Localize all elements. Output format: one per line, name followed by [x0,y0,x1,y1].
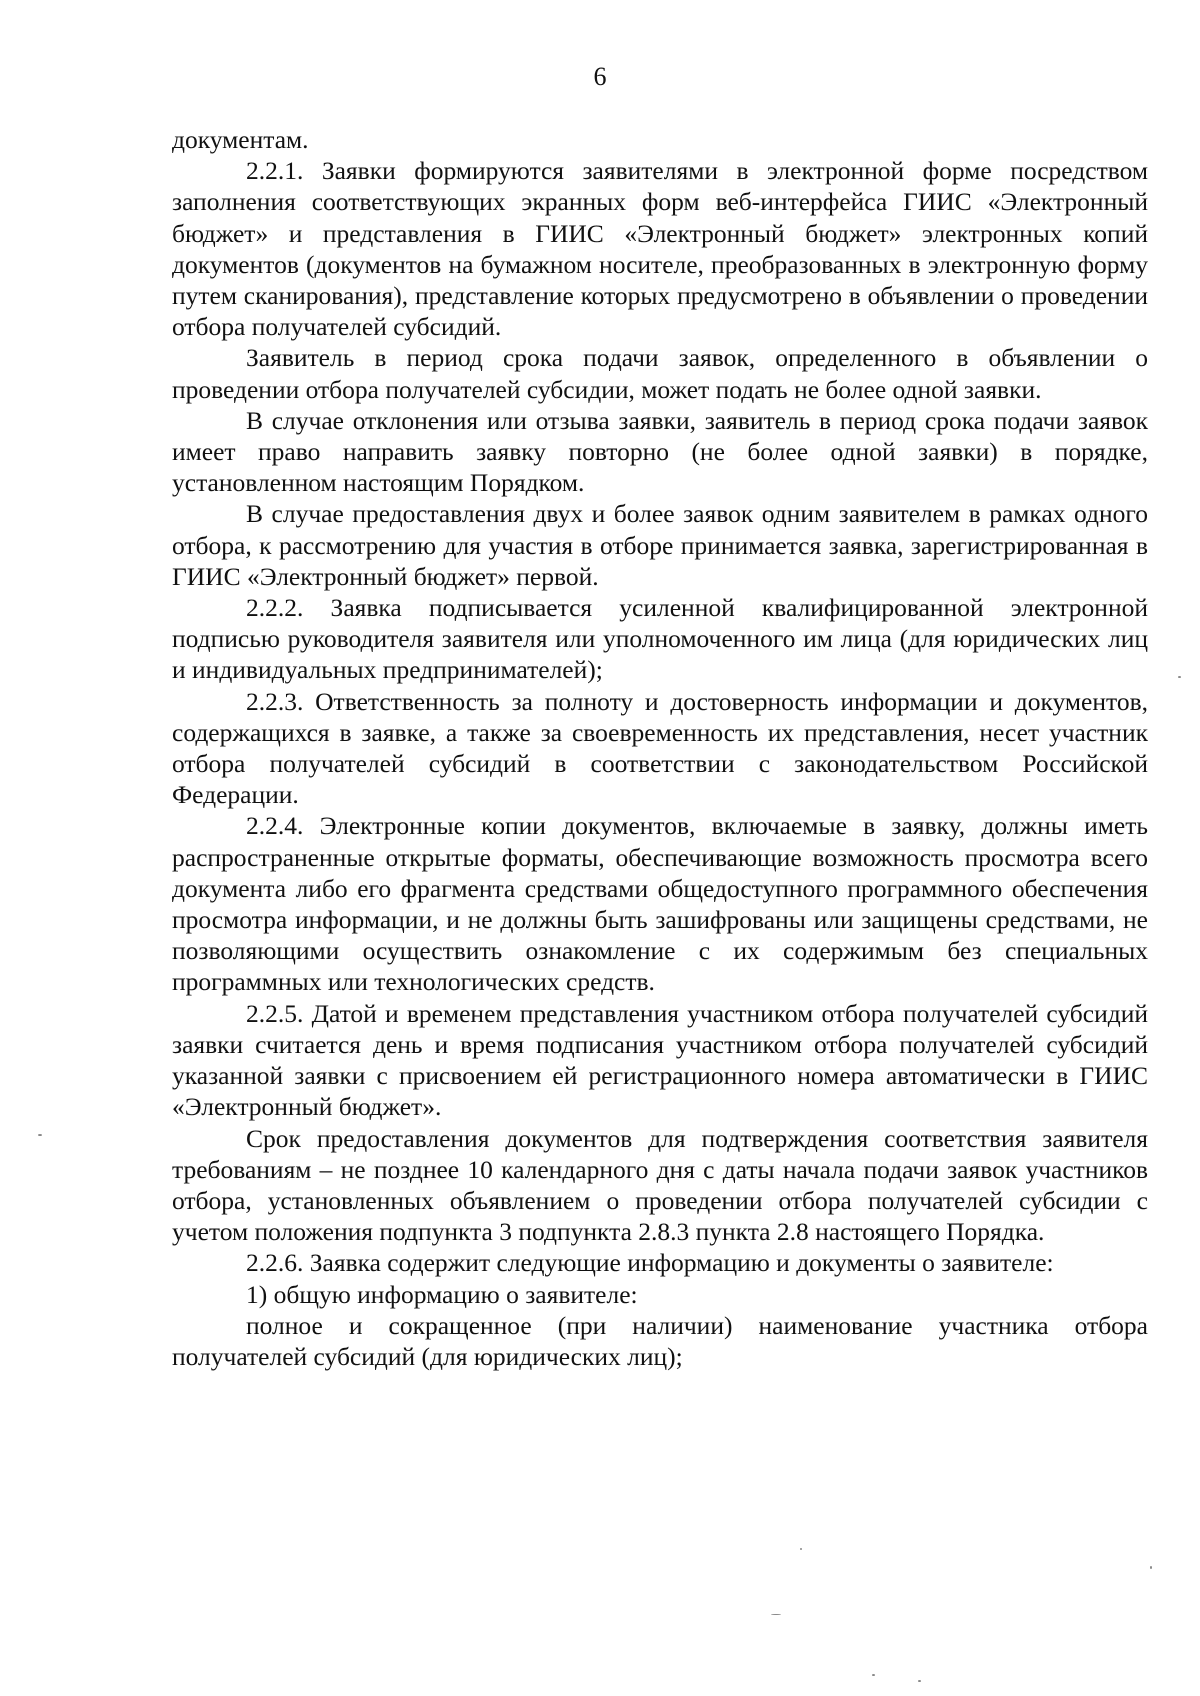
paragraph-2-2-1: 2.2.1. Заявки формируются заявителями в электронной форме посредством заполнения соответствующих экранных форм веб-интерфейса ГИИС «Электронный бюджет» и представления в ГИИС «Электронный бюджет» электронных копий документов (документов на бумажном носителе, преобразованных в электронную форму путем сканирования), представление которых предусмотрено в объявлении о проведении отбора получателей субсидий. [172,156,1148,342]
paragraph-2-2-6: 2.2.6. Заявка содержит следующие информацию и документы о заявителе: [246,1248,1054,1278]
paragraph-rejection-resubmit: В случае отклонения или отзыва заявки, заявитель в период срока подачи заявок имеет право направить заявку повторно (не более одной заявки) в порядке, установленном настоящим Порядком. [172,405,1148,498]
paragraph-2-2-5: 2.2.5. Датой и временем представления участником отбора получателей субсидий заявки считается день и время подписания участником отбора получателей субсидий указанной заявки с присвоением ей регистрационного номера автоматически в ГИИС «Электронный бюджет». [172,998,1148,1122]
paragraph-document-deadline: Срок предоставления документов для подтверждения соответствия заявителя требованиям – не позднее 10 календарного дня с даты начала подачи заявок участников отбора, установленных объявлением о проведении отбора получателей субсидии с учетом положения подпункта 3 подпункта 2.8.3 пункта 2.8 настоящего Порядка. [172,1123,1148,1247]
paragraph-full-name: полное и сокращенное (при наличии) наименование участника отбора получателей субсидий (для юридических лиц); [172,1310,1148,1371]
paragraph-single-application: Заявитель в период срока подачи заявок, определенного в объявлении о проведении отбора получателей субсидии, может подать не более одной заявки. [172,343,1148,404]
scan-speck [1178,676,1181,678]
paragraph-continuation: документам. [172,125,309,154]
scan-speck [1150,1566,1152,1569]
paragraph-2-2-2: 2.2.2. Заявка подписывается усиленной квалифицированной электронной подписью руководителя заявителя или уполномоченного им лица (для юридических лиц и индивидуальных предпринимателей); [172,593,1148,685]
list-item-general-info: 1) общую информацию о заявителе: [246,1279,638,1309]
scan-speck [38,1134,42,1136]
paragraph-2-2-3: 2.2.3. Ответственность за полноту и достоверность информации и документов, содержащихся в заявке, а также за своевременность их представления, несет участник отбора получателей субсидий в соответствии с законодательством Российской Федерации. [172,686,1148,810]
paragraph-2-2-4: 2.2.4. Электронные копии документов, включаемые в заявку, должны иметь распространенные открытые форматы, обеспечивающие возможность просмотра всего документа либо его фрагмента средствами общедоступного программного обеспечения просмотра информации, и не должны быть зашифрованы или защищены средствами, не позволяющими осуществить ознакомление с их содержимым без специальных программных или технологических средств. [172,811,1148,997]
scan-speck [872,1674,875,1676]
scan-speck [918,1680,921,1682]
page-number: 6 [593,62,607,91]
document-body [172,124,1148,1372]
scan-speck [800,1548,802,1550]
scan-speck [771,1614,781,1615]
paragraph-multiple-applications: В случае предоставления двух и более заявок одним заявителем в рамках одного отбора, к рассмотрению для участия в отборе принимается заявка, зарегистрированная в ГИИС «Электронный бюджет» первой. [172,499,1148,591]
